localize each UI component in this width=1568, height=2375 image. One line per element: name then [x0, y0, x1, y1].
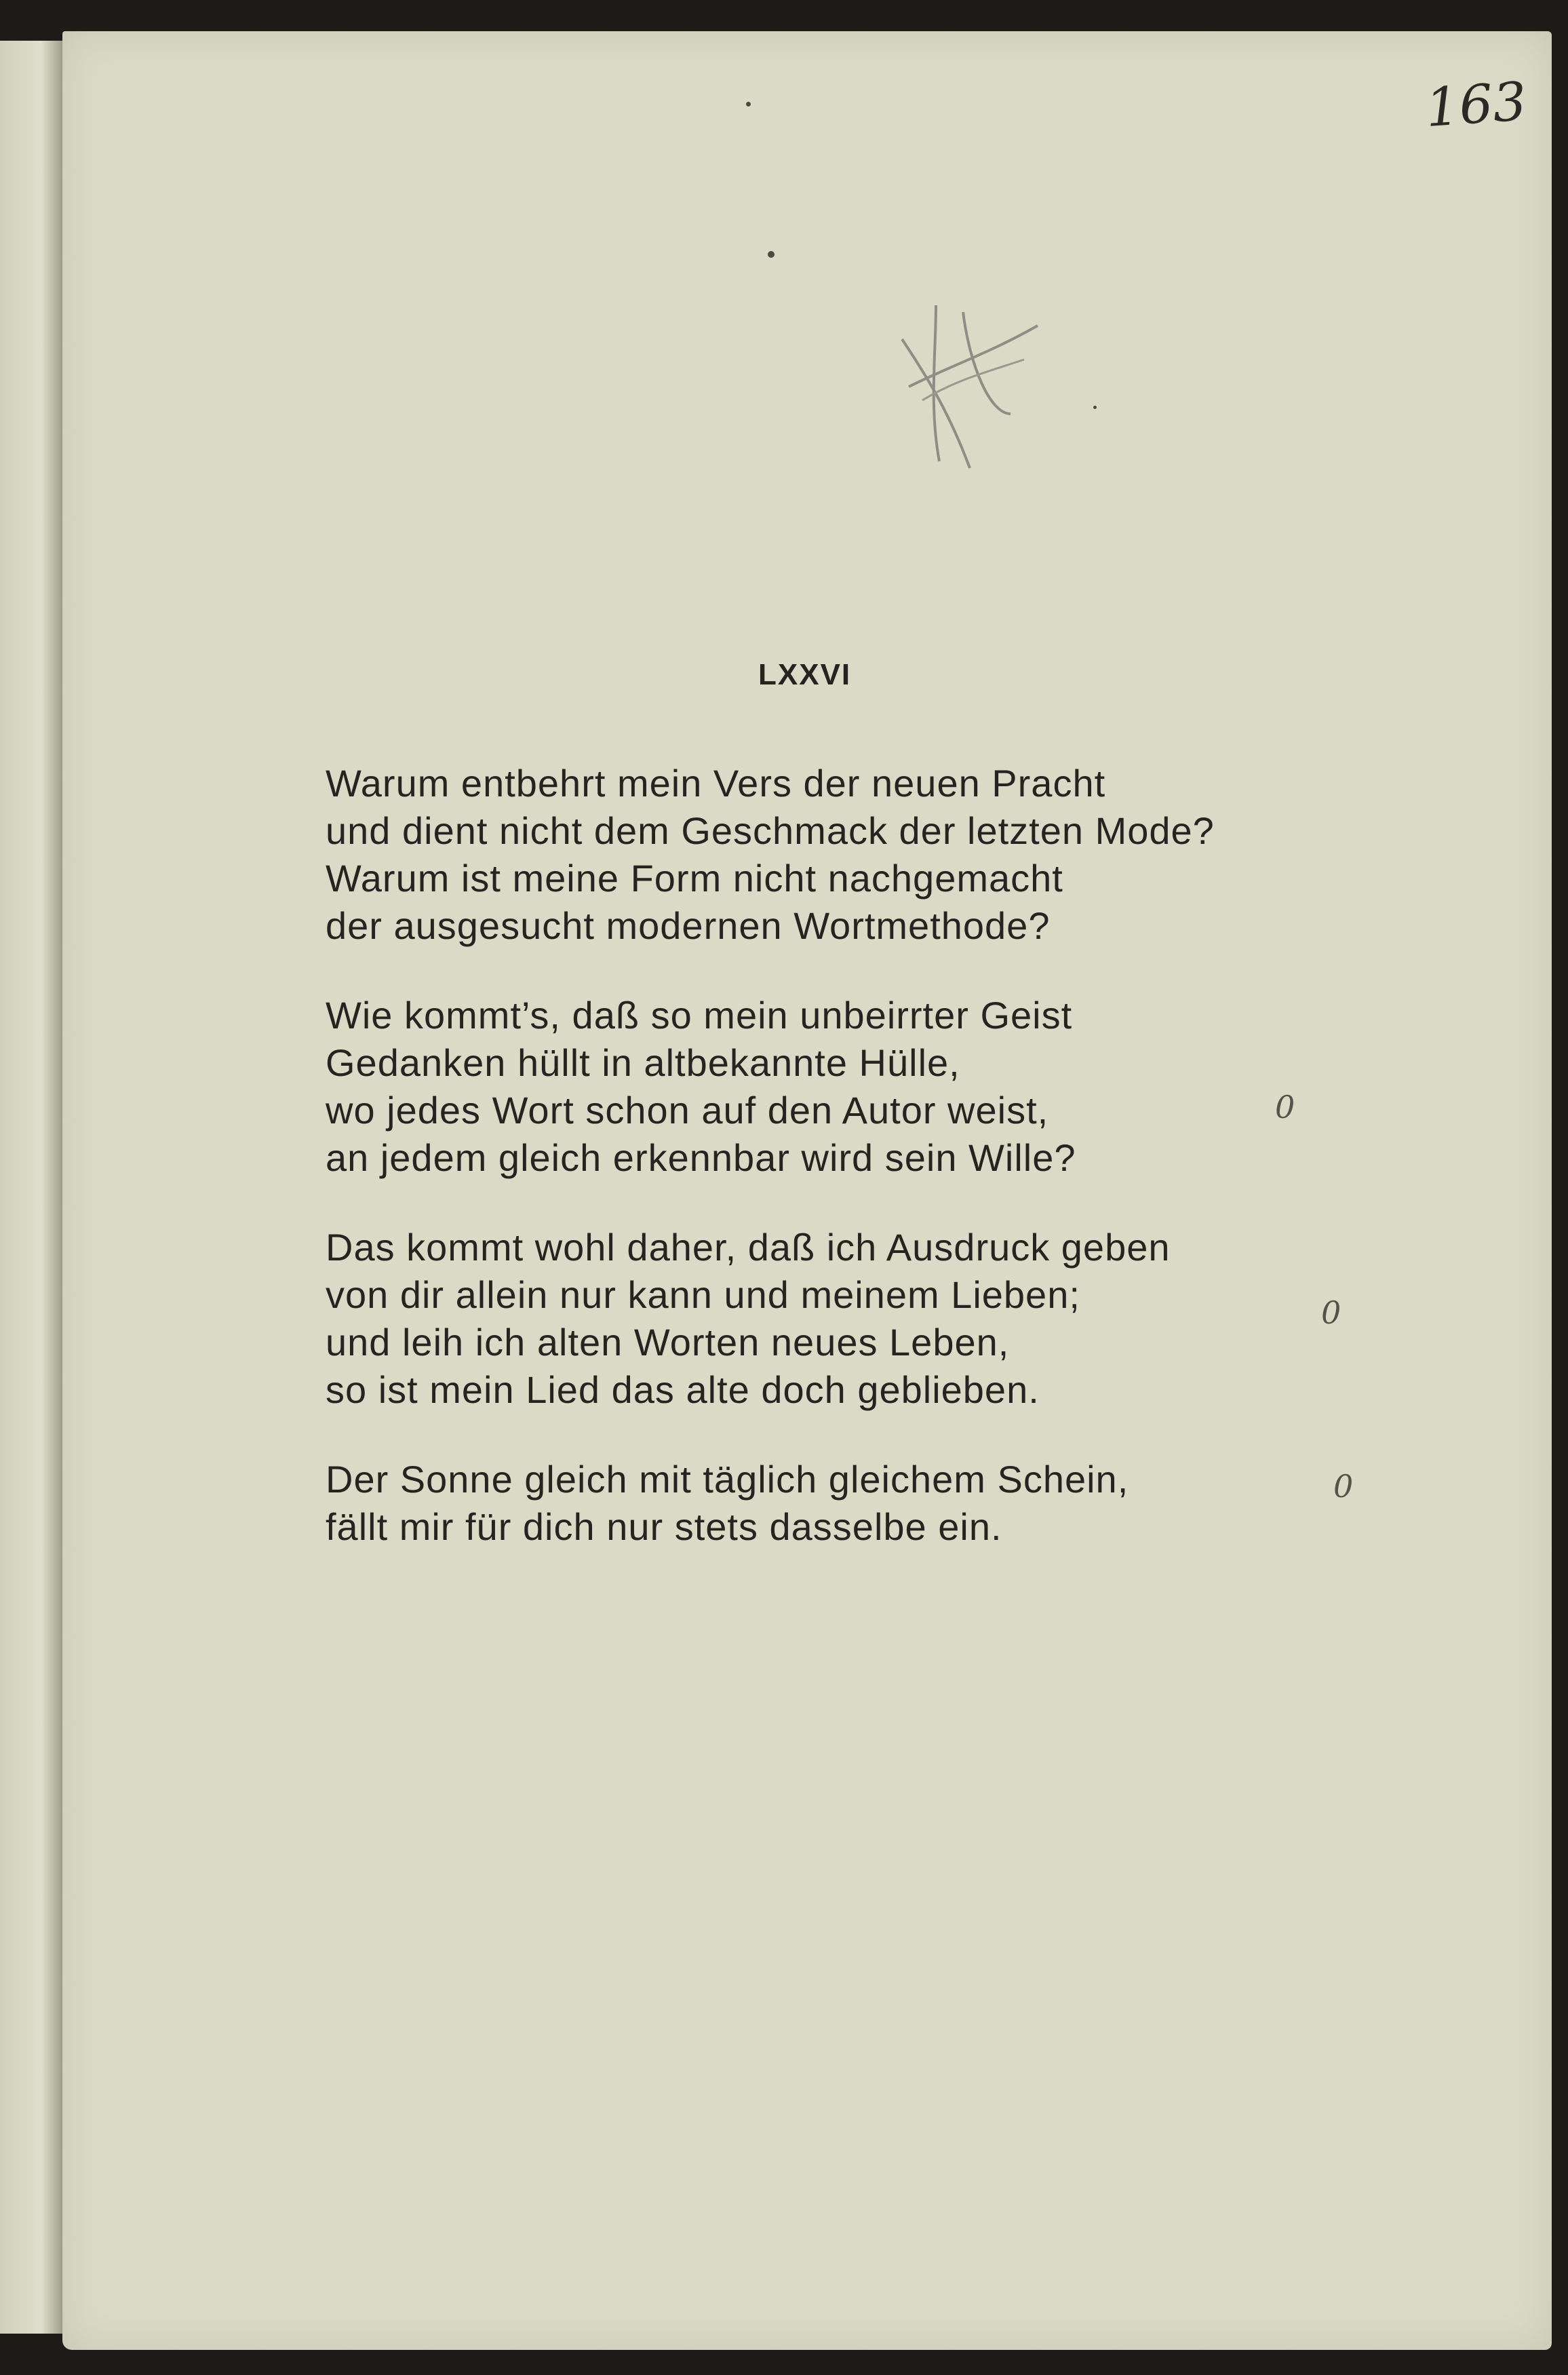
poem-line: an jedem gleich erkennbar wird sein Wille?: [326, 1136, 1076, 1179]
poem-line: Das kommt wohl daher, daß ich Ausdruck geben: [326, 1226, 1171, 1269]
poem-line: und dient nicht dem Geschmack der letzten Mode?: [326, 809, 1215, 852]
poem-line: Wie kommt’s, daß so mein unbeirrter Geist: [326, 994, 1073, 1037]
poem-line: von dir allein nur kann und meinem Lieben;: [326, 1273, 1080, 1316]
page-number: 163: [1424, 71, 1529, 140]
poem-line: so ist mein Lied das alte doch geblieben.: [326, 1368, 1040, 1411]
margin-pencil-mark: 0: [1275, 1089, 1295, 1125]
poem-line: Warum entbehrt mein Vers der neuen Pracht: [326, 762, 1106, 805]
poem-line: wo jedes Wort schon auf den Autor weist,: [326, 1089, 1049, 1132]
stanza: [326, 760, 1343, 950]
poem-line: der ausgesucht modernen Wortmethode?: [326, 904, 1051, 947]
poem-body: [326, 760, 1343, 1593]
poem-line: Der Sonne gleich mit täglich gleichem Schein,: [326, 1458, 1129, 1501]
pencil-scribble-icon: [888, 298, 1051, 475]
poem-line: Gedanken hüllt in altbekannte Hülle,: [326, 1041, 960, 1084]
poem-line: und leih ich alten Worten neues Leben,: [326, 1321, 1010, 1364]
poem-line: fällt mir für dich nur stets dasselbe ein.: [326, 1505, 1002, 1548]
ink-speck: [768, 251, 775, 258]
margin-pencil-mark: 0: [1333, 1468, 1354, 1505]
stanza: [326, 992, 1343, 1182]
margin-pencil-mark: 0: [1321, 1294, 1341, 1331]
stanza: [326, 1456, 1343, 1551]
ink-speck: [1093, 406, 1097, 409]
ink-speck: [746, 102, 751, 107]
poem-heading: LXXVI: [758, 658, 852, 691]
poem-line: Warum ist meine Form nicht nachgemacht: [326, 857, 1063, 900]
stanza: [326, 1224, 1343, 1414]
